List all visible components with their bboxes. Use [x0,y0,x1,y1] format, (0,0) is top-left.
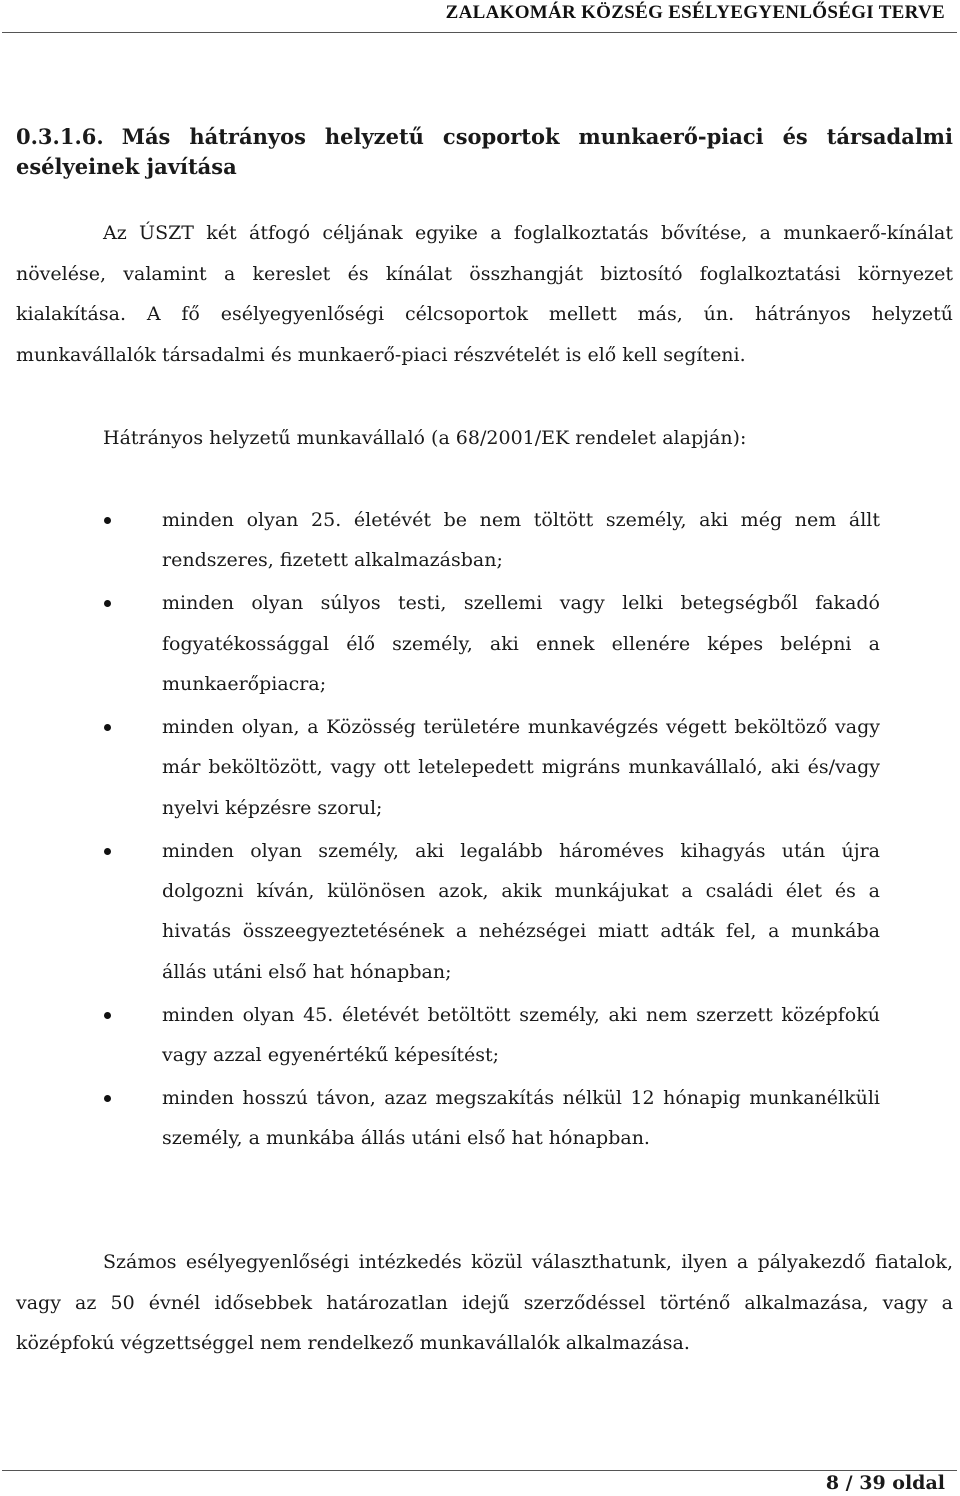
bullet-icon [104,848,111,855]
intro-paragraph [16,213,953,375]
section-number: 0.3.1.6. [16,124,104,149]
document-header: ZALAKOMÁR KÖZSÉG ESÉLYEGYENLŐSÉGI TERVE [445,2,945,23]
footer-divider [2,1470,957,1471]
list-item: minden olyan személy, aki legalább hároméves kihagyás után újra dolgozni kíván, különösen azok, akik munkájukat a családi élet és a hivatás összeegyeztetésének a nehézségei miatt adták fel, a munkába állás utáni első hat hónapban; [0,831,880,992]
intro-text: Az ÚSZT két átfogó céljának egyike a foglalkoztatás bővítése, a munkaerő-kínálat növelése, valamint a kereslet és kínálat összhangját biztosító foglalkoztatási környezet kialakítása. A fő esélyegyenlőségi célcsoportok mellett más, ún. hátrányos helyzetű munkavállalók társadalmi és munkaerő-piaci részvételét is elő kell segíteni. [16,222,953,366]
section-title: Más hátrányos helyzetű csoportok munkaerő-piaci és társadalmi esélyeinek javítása [16,124,953,179]
list-item: minden olyan, a Közösség területére munkavégzés végett beköltöző vagy már beköltözött, vagy ott letelepedett migráns munkavállaló, aki és/vagy nyelvi képzésre szorul; [0,707,880,828]
list-item: minden hosszú távon, azaz megszakítás nélkül 12 hónapig munkanélküli személy, a munkába állás utáni első hat hónapban. [0,1078,880,1159]
definition-intro: Hátrányos helyzetű munkavállaló (a 68/2001/EK rendelet alapján): [103,427,747,449]
section-heading [16,122,953,182]
bullet-icon [104,724,111,731]
bullet-icon [104,517,111,524]
disadvantaged-worker-list [0,500,960,1162]
list-item: minden olyan 25. életévét be nem töltött személy, aki még nem állt rendszeres, fizetett alkalmazásban; [0,500,880,581]
list-item: minden olyan 45. életévét betöltött személy, aki nem szerzett középfokú vagy azzal egyenértékű képesítést; [0,995,880,1076]
page-number: 8 / 39 oldal [825,1472,945,1494]
bullet-icon [104,1012,111,1019]
bullet-icon [104,600,111,607]
list-item: minden olyan súlyos testi, szellemi vagy lelki betegségből fakadó fogyatékossággal élő személy, aki ennek ellenére képes belépni a munkaerőpiacra; [0,583,880,704]
closing-paragraph [16,1242,953,1364]
closing-text: Számos esélyegyenlőségi intézkedés közül választhatunk, ilyen a pályakezdő fiatalok, vagy az 50 évnél idősebbek határozatlan idejű szerződéssel történő alkalmazása, vagy a középfokú végzettséggel nem rendelkező munkavállalók alkalmazása. [16,1251,953,1354]
header-divider [2,32,957,33]
bullet-icon [104,1095,111,1102]
